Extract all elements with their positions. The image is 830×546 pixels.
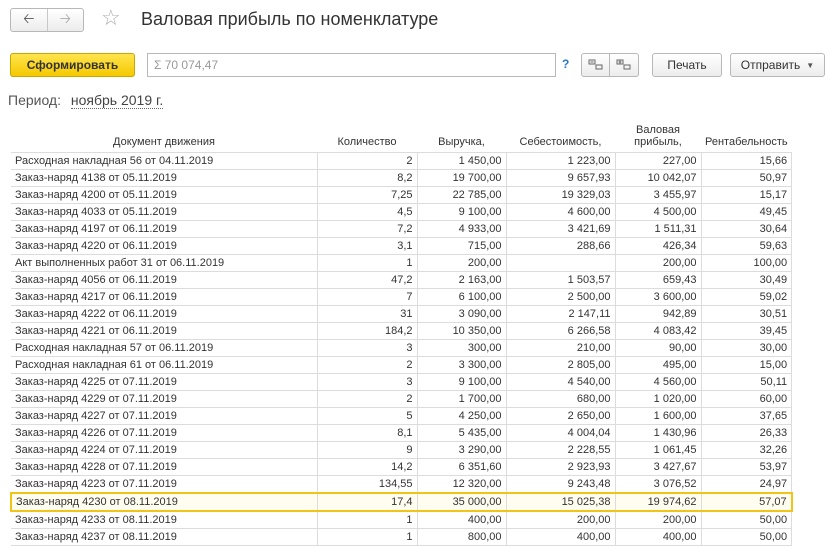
cell-cost[interactable]: 4 004,04 bbox=[506, 424, 615, 441]
chevron-down-icon: ▼ bbox=[806, 60, 815, 70]
cell-profitability[interactable]: 100,00 bbox=[701, 254, 792, 271]
cell-document[interactable]: Заказ-наряд 4222 от 06.11.2019 bbox=[11, 305, 317, 322]
cell-cost[interactable]: 2 147,11 bbox=[506, 305, 615, 322]
cell-document[interactable]: Расходная накладная 56 от 04.11.2019 bbox=[11, 152, 317, 169]
cell-profitability[interactable]: 24,97 bbox=[701, 475, 792, 493]
cell-quantity[interactable]: 1 bbox=[317, 254, 417, 271]
cell-gross-profit[interactable]: 400,00 bbox=[615, 528, 701, 545]
cell-quantity[interactable]: 1 bbox=[317, 528, 417, 545]
cell-document[interactable]: Заказ-наряд 4225 от 07.11.2019 bbox=[11, 373, 317, 390]
cell-gross-profit[interactable]: 4 560,00 bbox=[615, 373, 701, 390]
cell-gross-profit[interactable]: 3 600,00 bbox=[615, 288, 701, 305]
cell-quantity[interactable]: 184,2 bbox=[317, 322, 417, 339]
cell-revenue[interactable]: 800,00 bbox=[417, 528, 506, 545]
cell-cost[interactable]: 2 805,00 bbox=[506, 356, 615, 373]
cell-document[interactable]: Заказ-наряд 4227 от 07.11.2019 bbox=[11, 407, 317, 424]
cell-profitability[interactable]: 15,17 bbox=[701, 186, 792, 203]
table-row[interactable] bbox=[11, 390, 792, 407]
column-header-cost[interactable]: Себестоимость, bbox=[506, 118, 615, 152]
cell-document[interactable]: Заказ-наряд 4221 от 06.11.2019 bbox=[11, 322, 317, 339]
report-table-container bbox=[10, 118, 830, 546]
cell-revenue[interactable]: 1 700,00 bbox=[417, 390, 506, 407]
cell-revenue[interactable]: 10 350,00 bbox=[417, 322, 506, 339]
cell-revenue[interactable]: 3 090,00 bbox=[417, 305, 506, 322]
cell-profitability[interactable]: 26,33 bbox=[701, 424, 792, 441]
cell-profitability[interactable]: 49,45 bbox=[701, 203, 792, 220]
table-row[interactable] bbox=[11, 493, 792, 511]
cell-profitability[interactable]: 50,11 bbox=[701, 373, 792, 390]
table-row[interactable] bbox=[11, 186, 792, 203]
cell-gross-profit[interactable]: 200,00 bbox=[615, 254, 701, 271]
period-row bbox=[8, 92, 163, 108]
cell-document[interactable]: Заказ-наряд 4033 от 05.11.2019 bbox=[11, 203, 317, 220]
cell-gross-profit[interactable]: 227,00 bbox=[615, 152, 701, 169]
cell-cost[interactable]: 4 540,00 bbox=[506, 373, 615, 390]
cell-profitability[interactable]: 50,00 bbox=[701, 511, 792, 529]
cell-gross-profit[interactable]: 942,89 bbox=[615, 305, 701, 322]
table-row[interactable] bbox=[11, 441, 792, 458]
cell-gross-profit[interactable]: 1 061,45 bbox=[615, 441, 701, 458]
table-row[interactable] bbox=[11, 237, 792, 254]
navigation-group bbox=[10, 8, 84, 32]
cell-document[interactable]: Заказ-наряд 4223 от 07.11.2019 bbox=[11, 475, 317, 493]
cell-revenue[interactable]: 4 250,00 bbox=[417, 407, 506, 424]
cell-profitability[interactable]: 39,45 bbox=[701, 322, 792, 339]
column-header-profitability[interactable]: Рентабельность bbox=[701, 118, 792, 152]
table-row[interactable] bbox=[11, 475, 792, 493]
arrow-left-icon: 🡠 bbox=[23, 10, 35, 26]
send-button[interactable] bbox=[730, 53, 825, 77]
cell-quantity[interactable]: 14,2 bbox=[317, 458, 417, 475]
cell-profitability[interactable]: 32,26 bbox=[701, 441, 792, 458]
help-icon[interactable]: ? bbox=[562, 57, 570, 71]
cell-cost[interactable]: 200,00 bbox=[506, 511, 615, 529]
cell-revenue[interactable]: 3 300,00 bbox=[417, 356, 506, 373]
cell-revenue[interactable]: 200,00 bbox=[417, 254, 506, 271]
table-row[interactable] bbox=[11, 511, 792, 529]
cell-cost[interactable]: 4 600,00 bbox=[506, 203, 615, 220]
cell-revenue[interactable]: 3 290,00 bbox=[417, 441, 506, 458]
cell-cost[interactable]: 6 266,58 bbox=[506, 322, 615, 339]
cell-gross-profit[interactable]: 1 600,00 bbox=[615, 407, 701, 424]
cell-quantity[interactable]: 2 bbox=[317, 152, 417, 169]
cell-gross-profit[interactable]: 200,00 bbox=[615, 511, 701, 529]
cell-cost[interactable]: 680,00 bbox=[506, 390, 615, 407]
cell-document[interactable]: Заказ-наряд 4220 от 06.11.2019 bbox=[11, 237, 317, 254]
cell-revenue[interactable]: 300,00 bbox=[417, 339, 506, 356]
cell-quantity[interactable]: 47,2 bbox=[317, 271, 417, 288]
cell-document[interactable]: Расходная накладная 61 от 06.11.2019 bbox=[11, 356, 317, 373]
column-header-gross-profit[interactable]: Валовая прибыль, bbox=[615, 118, 701, 152]
expand-groups-button[interactable] bbox=[610, 53, 639, 77]
table-row[interactable] bbox=[11, 339, 792, 356]
favorite-star-icon[interactable]: ☆ bbox=[101, 5, 121, 30]
table-row[interactable] bbox=[11, 254, 792, 271]
cell-profitability[interactable]: 30,51 bbox=[701, 305, 792, 322]
cell-revenue[interactable]: 35 000,00 bbox=[417, 493, 506, 511]
toolbar bbox=[0, 52, 830, 82]
cell-cost[interactable]: 15 025,38 bbox=[506, 493, 615, 511]
cell-document[interactable]: Заказ-наряд 4226 от 07.11.2019 bbox=[11, 424, 317, 441]
cell-cost[interactable]: 2 923,93 bbox=[506, 458, 615, 475]
cell-quantity[interactable]: 2 bbox=[317, 356, 417, 373]
table-row[interactable] bbox=[11, 271, 792, 288]
cell-cost[interactable]: 19 329,03 bbox=[506, 186, 615, 203]
cell-document[interactable]: Заказ-наряд 4138 от 05.11.2019 bbox=[11, 169, 317, 186]
cell-revenue[interactable]: 5 435,00 bbox=[417, 424, 506, 441]
cell-quantity[interactable]: 3 bbox=[317, 373, 417, 390]
table-row[interactable] bbox=[11, 424, 792, 441]
cell-gross-profit[interactable]: 1 430,96 bbox=[615, 424, 701, 441]
cell-gross-profit[interactable]: 3 427,67 bbox=[615, 458, 701, 475]
cell-revenue[interactable]: 6 351,60 bbox=[417, 458, 506, 475]
cell-revenue[interactable]: 12 320,00 bbox=[417, 475, 506, 493]
cell-revenue[interactable]: 715,00 bbox=[417, 237, 506, 254]
column-header-document[interactable]: Документ движения bbox=[11, 118, 317, 152]
cell-gross-profit[interactable]: 4 500,00 bbox=[615, 203, 701, 220]
cell-document[interactable]: Заказ-наряд 4200 от 05.11.2019 bbox=[11, 186, 317, 203]
table-row[interactable] bbox=[11, 373, 792, 390]
cell-quantity[interactable]: 31 bbox=[317, 305, 417, 322]
cell-gross-profit[interactable]: 3 455,97 bbox=[615, 186, 701, 203]
report-table bbox=[10, 118, 793, 546]
cell-document[interactable]: Акт выполненных работ 31 от 06.11.2019 bbox=[11, 254, 317, 271]
cell-quantity[interactable]: 134,55 bbox=[317, 475, 417, 493]
cell-profitability[interactable]: 60,00 bbox=[701, 390, 792, 407]
table-row[interactable] bbox=[11, 152, 792, 169]
cell-quantity[interactable]: 7,25 bbox=[317, 186, 417, 203]
cell-gross-profit[interactable]: 495,00 bbox=[615, 356, 701, 373]
expand-groups-icon bbox=[616, 58, 632, 72]
cell-document[interactable]: Заказ-наряд 4229 от 07.11.2019 bbox=[11, 390, 317, 407]
cell-profitability[interactable]: 50,00 bbox=[701, 528, 792, 545]
cell-gross-profit[interactable]: 19 974,62 bbox=[615, 493, 701, 511]
cell-cost[interactable]: 288,66 bbox=[506, 237, 615, 254]
cell-quantity[interactable]: 8,2 bbox=[317, 169, 417, 186]
cell-document[interactable]: Расходная накладная 57 от 06.11.2019 bbox=[11, 339, 317, 356]
cell-revenue[interactable]: 1 450,00 bbox=[417, 152, 506, 169]
table-row[interactable] bbox=[11, 528, 792, 545]
cell-revenue[interactable]: 6 100,00 bbox=[417, 288, 506, 305]
table-row[interactable] bbox=[11, 220, 792, 237]
cell-revenue[interactable]: 9 100,00 bbox=[417, 203, 506, 220]
table-row[interactable] bbox=[11, 203, 792, 220]
cell-profitability[interactable]: 37,65 bbox=[701, 407, 792, 424]
cell-quantity[interactable]: 8,1 bbox=[317, 424, 417, 441]
period-label: Период: bbox=[8, 92, 61, 108]
cell-quantity[interactable]: 2 bbox=[317, 390, 417, 407]
cell-gross-profit[interactable]: 4 083,42 bbox=[615, 322, 701, 339]
cell-cost[interactable]: 210,00 bbox=[506, 339, 615, 356]
cell-revenue[interactable]: 2 163,00 bbox=[417, 271, 506, 288]
cell-document[interactable]: Заказ-наряд 4237 от 08.11.2019 bbox=[11, 528, 317, 545]
cell-document[interactable]: Заказ-наряд 4233 от 08.11.2019 bbox=[11, 511, 317, 529]
back-button[interactable] bbox=[11, 9, 47, 31]
table-row[interactable] bbox=[11, 169, 792, 186]
table-row[interactable] bbox=[11, 322, 792, 339]
cell-document[interactable]: Заказ-наряд 4197 от 06.11.2019 bbox=[11, 220, 317, 237]
cell-profitability[interactable]: 15,00 bbox=[701, 356, 792, 373]
cell-gross-profit[interactable]: 90,00 bbox=[615, 339, 701, 356]
cell-document[interactable]: Заказ-наряд 4056 от 06.11.2019 bbox=[11, 271, 317, 288]
column-header-revenue[interactable]: Выручка, bbox=[417, 118, 506, 152]
cell-quantity[interactable]: 1 bbox=[317, 511, 417, 529]
cell-document[interactable]: Заказ-наряд 4230 от 08.11.2019 bbox=[11, 493, 317, 511]
cell-quantity[interactable]: 17,4 bbox=[317, 493, 417, 511]
cell-cost[interactable] bbox=[506, 254, 615, 271]
cell-quantity[interactable]: 4,5 bbox=[317, 203, 417, 220]
cell-quantity[interactable]: 3 bbox=[317, 339, 417, 356]
cell-cost[interactable]: 2 228,55 bbox=[506, 441, 615, 458]
cell-cost[interactable]: 2 650,00 bbox=[506, 407, 615, 424]
title-bar bbox=[0, 0, 830, 40]
column-header-quantity[interactable]: Количество bbox=[317, 118, 417, 152]
cell-quantity[interactable]: 7 bbox=[317, 288, 417, 305]
cell-profitability[interactable]: 53,97 bbox=[701, 458, 792, 475]
arrow-right-icon: 🡢 bbox=[59, 10, 71, 26]
cell-revenue[interactable]: 400,00 bbox=[417, 511, 506, 529]
table-row[interactable] bbox=[11, 407, 792, 424]
cell-profitability[interactable]: 59,02 bbox=[701, 288, 792, 305]
table-row[interactable] bbox=[11, 305, 792, 322]
print-button[interactable]: Печать bbox=[652, 53, 722, 77]
cell-gross-profit[interactable]: 10 042,07 bbox=[615, 169, 701, 186]
cell-profitability[interactable]: 57,07 bbox=[701, 493, 792, 511]
cell-gross-profit[interactable]: 659,43 bbox=[615, 271, 701, 288]
cell-quantity[interactable]: 9 bbox=[317, 441, 417, 458]
cell-profitability[interactable]: 30,49 bbox=[701, 271, 792, 288]
cell-quantity[interactable]: 3,1 bbox=[317, 237, 417, 254]
collapse-groups-button[interactable] bbox=[581, 53, 610, 77]
cell-revenue[interactable]: 9 100,00 bbox=[417, 373, 506, 390]
cell-document[interactable]: Заказ-наряд 4224 от 07.11.2019 bbox=[11, 441, 317, 458]
cell-gross-profit[interactable]: 1 020,00 bbox=[615, 390, 701, 407]
sum-field[interactable]: Σ 70 074,47 bbox=[147, 53, 556, 77]
cell-profitability[interactable]: 30,00 bbox=[701, 339, 792, 356]
cell-document[interactable]: Заказ-наряд 4217 от 06.11.2019 bbox=[11, 288, 317, 305]
cell-profitability[interactable]: 15,66 bbox=[701, 152, 792, 169]
cell-cost[interactable]: 1 503,57 bbox=[506, 271, 615, 288]
table-row[interactable] bbox=[11, 458, 792, 475]
cell-revenue[interactable]: 4 933,00 bbox=[417, 220, 506, 237]
cell-gross-profit[interactable]: 1 511,31 bbox=[615, 220, 701, 237]
cell-cost[interactable]: 400,00 bbox=[506, 528, 615, 545]
cell-quantity[interactable]: 7,2 bbox=[317, 220, 417, 237]
cell-revenue[interactable]: 22 785,00 bbox=[417, 186, 506, 203]
collapse-groups-icon bbox=[588, 58, 604, 72]
cell-profitability[interactable]: 50,97 bbox=[701, 169, 792, 186]
table-row[interactable] bbox=[11, 356, 792, 373]
cell-revenue[interactable]: 19 700,00 bbox=[417, 169, 506, 186]
cell-cost[interactable]: 9 243,48 bbox=[506, 475, 615, 493]
cell-quantity[interactable]: 5 bbox=[317, 407, 417, 424]
cell-cost[interactable]: 3 421,69 bbox=[506, 220, 615, 237]
table-row[interactable] bbox=[11, 288, 792, 305]
cell-cost[interactable]: 9 657,93 bbox=[506, 169, 615, 186]
cell-gross-profit[interactable]: 3 076,52 bbox=[615, 475, 701, 493]
cell-profitability[interactable]: 59,63 bbox=[701, 237, 792, 254]
period-value-link[interactable]: ноябрь 2019 г. bbox=[70, 92, 164, 108]
cell-cost[interactable]: 1 223,00 bbox=[506, 152, 615, 169]
cell-profitability[interactable]: 30,64 bbox=[701, 220, 792, 237]
cell-gross-profit[interactable]: 426,34 bbox=[615, 237, 701, 254]
cell-cost[interactable]: 2 500,00 bbox=[506, 288, 615, 305]
forward-button[interactable] bbox=[47, 9, 84, 31]
send-label: Отправить bbox=[740, 58, 801, 72]
cell-document[interactable]: Заказ-наряд 4228 от 07.11.2019 bbox=[11, 458, 317, 475]
page-title: Валовая прибыль по номенклатуре bbox=[141, 9, 439, 29]
table-header bbox=[11, 118, 792, 152]
generate-button[interactable]: Сформировать bbox=[10, 53, 135, 77]
